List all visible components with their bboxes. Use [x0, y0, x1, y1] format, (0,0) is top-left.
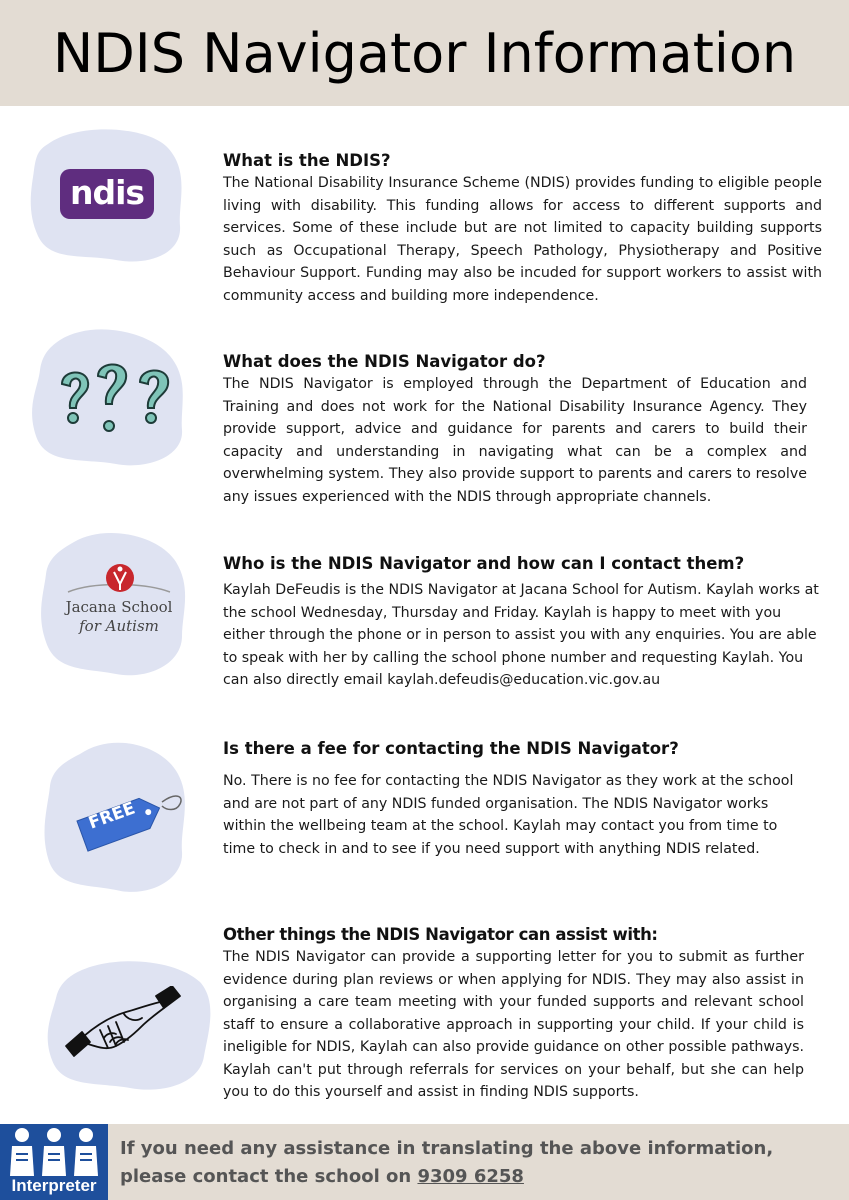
- jacana-school-logo: [62, 562, 176, 638]
- section-heading: What is the NDIS?: [223, 151, 391, 170]
- section-contact: [223, 553, 833, 692]
- school-phone-link[interactable]: 9309 6258: [417, 1166, 524, 1187]
- free-tag-icon: [76, 782, 186, 858]
- handshake-icon: [64, 986, 182, 1064]
- section-body: No. There is no fee for contacting the NDIS Navigator as they work at the school and are not part of any NDIS funded organisation. The NDIS Navigator works within the wellbeing team at the school. Kaylah may contact you from time to time to check in and to see if you need support with anything NDIS related.: [223, 773, 794, 857]
- question-marks-icon: [56, 362, 176, 440]
- section-heading: Is there a fee for contacting the NDIS Navigator?: [223, 739, 679, 758]
- section-body: The NDIS Navigator is employed through the Department of Education and Training and does not work for the National Disability Insurance Agency. They provide support, advice and guidance for parents and carers to build their capacity and understanding in navigating what can be a complex and overwhelming system. They also provide support to parents and carers to resolve any issues experienced with the NDIS through appropriate channels.: [223, 376, 807, 505]
- section-heading: Other things the NDIS Navigator can assist with:: [223, 925, 658, 944]
- section-heading: Who is the NDIS Navigator and how can I contact them?: [223, 554, 745, 573]
- ndis-logo: [60, 169, 154, 219]
- ndis-logo-text: ndis: [69, 173, 145, 212]
- interpreter-label: Interpreter: [11, 1176, 97, 1195]
- section-body: Kaylah DeFeudis is the NDIS Navigator at Jacana School for Autism. Kaylah works at the school Wednesday, Thursday and Friday. Kaylah is happy to meet with you either through the phone or in person to assist you with any enquiries. You are able to speak with her by calling the school phone number and requesting Kaylah. You can also directly email kaylah.defeudis@education.vic.gov.au: [223, 582, 819, 688]
- jacana-logo-line1: Jacana School: [65, 598, 173, 616]
- section-what-is-ndis: [223, 150, 822, 307]
- jacana-logo-line2: for Autism: [79, 617, 159, 635]
- free-tag-text: FREE: [86, 798, 138, 834]
- section-body: The NDIS Navigator can provide a supporting letter for you to submit as further evidence during plan reviews or when applying for NDIS. They may also assist in organising a care team meeting with your funded supports and relevant school staff to ensure a collaborative approach in supporting your child. If your child is ineligible for NDIS, Kaylah can also provide guidance on other possible pathways. Kaylah can't put through referrals for services on your behalf, but she can help you to do this yourself and assist in finding NDIS supports.: [223, 949, 804, 1100]
- section-heading: What does the NDIS Navigator do?: [223, 352, 546, 371]
- section-navigator-role: [223, 351, 807, 508]
- section-fee: [223, 738, 823, 860]
- page-title: NDIS Navigator Information: [52, 22, 797, 85]
- section-other-assistance: [223, 924, 804, 1104]
- footer-text: [120, 1135, 835, 1191]
- section-body: The National Disability Insurance Scheme (NDIS) provides funding to eligible people living with disability. This funding allows for access to different supports and services. Some of these include but are not limited to capacity building supports such as Occupational Therapy, Speech Pathology, Physiotherapy and Positive Behaviour Support. Funding may also be incuded for support workers to assist with community access and building more independence.: [223, 175, 822, 304]
- footer-message: If you need any assistance in translating the above information, please contact the school on: [120, 1138, 774, 1187]
